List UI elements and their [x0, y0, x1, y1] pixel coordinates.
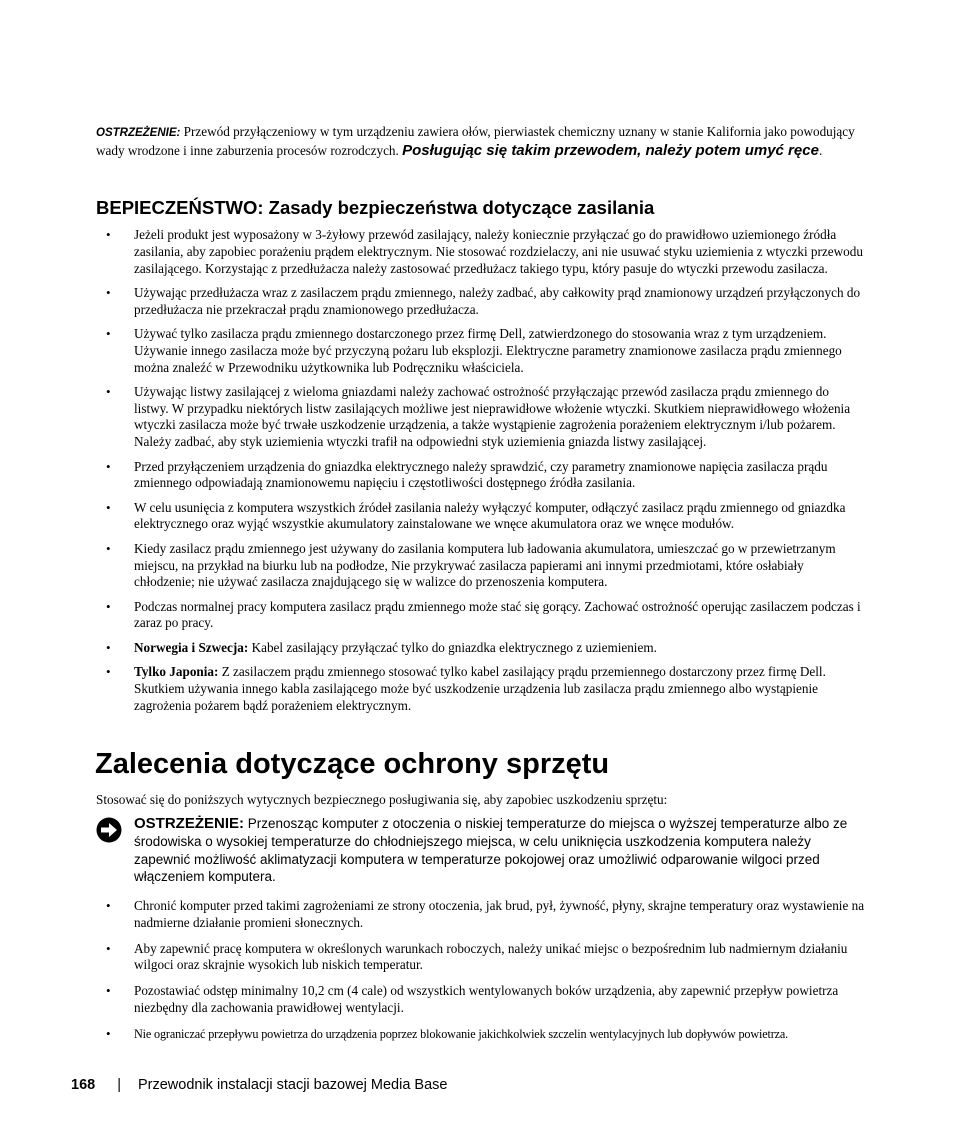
bullet: • [106, 383, 111, 399]
list-item: • Używając listwy zasilającej z wieloma gniazdami należy zachować ostrożność przyłączając przewód zasilacza prądu zmiennego do listwy. W przypadku niektórych listw zasilających możliwe jest nieprawidłowe włożenie wtyczki. Skutkiem nieprawidłowego włożenia wtyczki zasilacza może być trwałe uszkodzenie urządzenia, a także wystąpienie zagrożenia porażeniem elektrycznym i/lub pożarem. Należy zadbać, aby styk uziemienia wtyczki trafił na odpowiedni styk uziemienia gniazda listwy zasilającej. [106, 383, 851, 450]
list-item: • W celu usunięcia z komputera wszystkich źródeł zasilania należy wyłączyć komputer, odłączyć zasilacz prądu zmiennego od gniazdka elektrycznego oraz wyjąć wszystkie akumulatory zainstalowane we wnęce akumulatora oraz we wnęce modułów. [106, 499, 846, 532]
bullet: • [106, 983, 111, 999]
list-item: • Używać tylko zasilacza prądu zmiennego dostarczonego przez firmę Dell, zatwierdzonego do stosowania wraz z tym urządzeniem. Używanie innego zasilacza może być przyczyną pożaru lub eksplozji. Elektryczne parametry znamionowe zasilacza prądu zmiennego można znaleźć w Przewodniku użytkownika lub Podręczniku właściciela. [106, 325, 842, 375]
hardware-protection-heading: Zalecenia dotyczące ochrony sprzętu [95, 748, 610, 780]
list-item: • Tylko Japonia: Z zasilaczem prądu zmiennego stosować tylko kabel zasilający prądu przemiennego dostarczony przez firmę Dell. Skutkiem używania innego kabla zasilającego może być uszkodzenie urządzenia lub zasilacza prądu zmiennego albo wystąpienie zagrożenia pożarem bądź porażeniem elektrycznym. [106, 664, 826, 713]
list-item: • Pozostawiać odstęp minimalny 10,2 cm (4 cale) od wszystkich wentylowanych boków urządzenia, aby zapewnić przepływ powietrza niezbędny dla zachowania prawidłowej wentylacji. [106, 983, 839, 1015]
bullet: • [106, 664, 111, 680]
bullet: • [106, 898, 111, 913]
item-lead: Tylko Japonia: [134, 664, 219, 680]
bullet: • [106, 325, 111, 341]
notice-arrow-icon [96, 817, 122, 843]
hardware-intro: Stosować się do poniższych wytycznych bezpiecznego posługiwania się, aby zapobiec uszkodzeniu sprzętu: [96, 792, 668, 807]
list-item: • Norwegia i Szwecja: Kabel zasilający przyłączać tylko do gniazdka elektrycznego z uziemieniem. [106, 639, 657, 655]
warning-label: OSTRZEŻENIE: [96, 127, 181, 139]
list-item: • Aby zapewnić pracę komputera w określonych warunkach roboczych, należy unikać miejsc o bezpośrednim lub nadmiernym działaniu wilgoci oraz skrajnie wysokich lub niskich temperatur. [106, 940, 848, 973]
warning-text: Przewód przyłączeniowy w tym urządzeniu zawiera ołów, pierwiastek chemiczny uznany w stanie Kalifornia jako powodujący wady wrodzone i inne zaburzenia procesów rozrodczych. [96, 124, 855, 158]
power-safety-list [96, 227, 866, 722]
footer-title: Przewodnik instalacji stacji bazowej Media Base [137, 1077, 448, 1093]
warning-emphasis: Posługując się takim przewodem, należy potem umyć ręce [402, 142, 819, 159]
warning-end: . [818, 143, 823, 158]
lead-warning [96, 123, 866, 159]
bullet: • [106, 598, 111, 614]
list-item: • Jeżeli produkt jest wyposażony w 3-żyłowy przewód zasilający, należy koniecznie przyłączać go do prawidłowo uziemionego źródła zasilania, aby zapobiec porażeniu prądem elektrycznym. Nie stosować rozdzielaczy, ani nie usuwać styku uziemienia z wtyczki przewodu zasilającego. Korzystając z przedłużacza należy zastosować przedłużacz takiego typu, który pasuje do wtyczki przewodu zasilacza. [106, 227, 863, 276]
item-lead: Norwegia i Szwecja: [134, 639, 249, 655]
page-footer [71, 1077, 447, 1093]
bullet: • [106, 639, 111, 655]
notice-label: OSTRZEŻENIE: [134, 815, 245, 832]
list-item: • Używając przedłużacza wraz z zasilaczem prądu zmiennego, należy zadbać, aby całkowity prąd znamionowy urządzeń przyłączonych do przedłużacza nie przekraczał prądu znamionowego przedłużacza. [106, 284, 861, 317]
bullet: • [106, 1025, 111, 1041]
page-number: 168 [71, 1077, 96, 1093]
bullet: • [106, 458, 111, 474]
list-item: • Podczas normalnej pracy komputera zasilacz prądu zmiennego może stać się gorący. Zachować ostrożność operując zasilaczem podczas i zaraz po pracy. [106, 598, 861, 631]
bullet: • [106, 499, 111, 515]
bullet: • [106, 284, 111, 300]
notice-body: Przenosząc komputer z otoczenia o niskiej temperaturze do miejsca o wyższej temperaturze albo ze środowiska o wysokiej temperaturze do chłodniejszego miejsca, w celu uniknięcia uszkodzenia komputera należy zapewnić możliwość aklimatyzacji komputera w temperaturze pokojowej oraz umożliwić odparowanie wilgoci przed włączeniem komputera. [134, 816, 848, 885]
list-item: • Kiedy zasilacz prądu zmiennego jest używany do zasilania komputera lub ładowania akumulatora, umieszczać go w przewietrzanym miejscu, na przykład na biurku lub na podłodze, Nie przykrywać zasilacza papierami ani innymi przedmiotami, które osłabiały chłodzenie; nie używać zasilacza znajdującego się w walizce do przenoszenia komputera. [106, 540, 836, 590]
notice-text [134, 815, 866, 886]
bullet: • [106, 227, 111, 242]
power-safety-heading: BEPIECZEŃSTWO: Zasady bezpieczeństwa dotyczące zasilania [96, 197, 655, 218]
hardware-list [96, 898, 866, 1052]
list-item: • Przed przyłączeniem urządzenia do gniazdka elektrycznego należy sprawdzić, czy parametry znamionowe napięcia zasilacza prądu zmiennego odpowiadają znamionowemu napięciu i częstotliwości dostępnego źródła zasilania. [106, 458, 828, 491]
list-item: • Chronić komputer przed takimi zagrożeniami ze strony otoczenia, jak brud, pył, żywność, płyny, skrajne temperatury oraz wystawienie na nadmierne działanie promieni słonecznych. [106, 898, 865, 930]
bullet: • [106, 940, 111, 956]
footer-separator: | [117, 1077, 121, 1093]
notice-box [96, 815, 866, 886]
bullet: • [106, 540, 111, 556]
list-item: • Nie ograniczać przepływu powietrza do urządzenia poprzez blokowanie jakichkolwiek szczelin wentylacyjnych lub dopływów powietrza. [106, 1025, 789, 1041]
